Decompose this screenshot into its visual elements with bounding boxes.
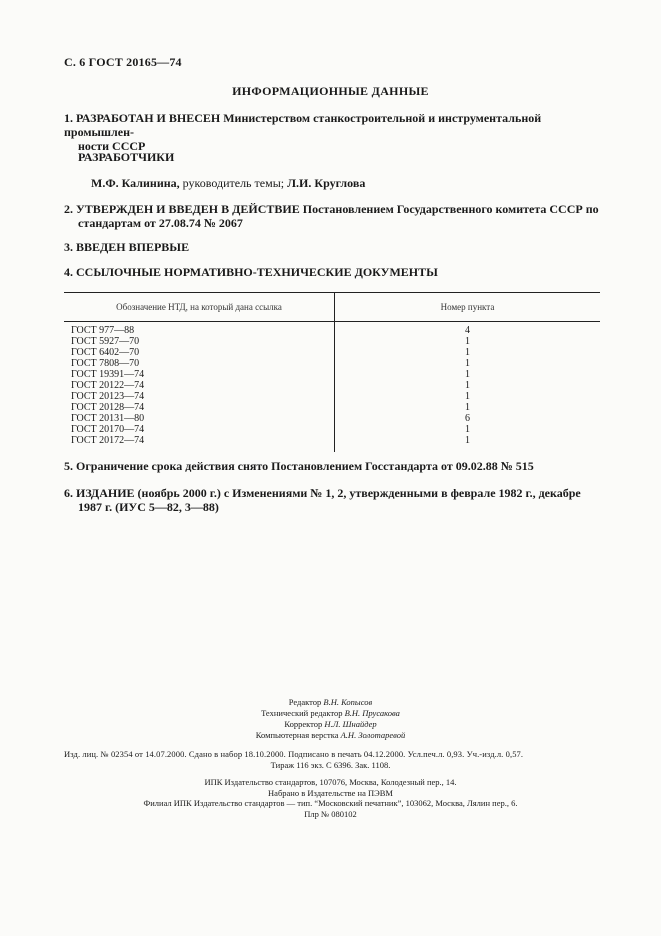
- credit-corrector: [0, 719, 661, 730]
- developer-role: руководитель темы;: [179, 176, 288, 190]
- clause-number: 6: [465, 413, 470, 424]
- publisher-line: Набрано в Издательстве на ПЭВМ: [268, 787, 393, 798]
- table-row: [64, 358, 600, 369]
- credit-name: В.Н. Прусакова: [344, 708, 400, 718]
- references-table: [64, 292, 600, 452]
- clause-number: 1: [465, 391, 470, 402]
- item-number: 5.: [64, 459, 73, 473]
- table-row: [64, 322, 600, 337]
- item-text: ВВЕДЕН ВПЕРВЫЕ: [76, 240, 190, 254]
- credit-role: Технический редактор: [261, 708, 345, 718]
- item-text-cont: ности СССР: [78, 139, 146, 153]
- clause-number: 4: [465, 325, 470, 336]
- table-row: [64, 391, 600, 402]
- item-number: 6.: [64, 486, 73, 500]
- item-number: 1.: [64, 111, 73, 125]
- clause-number: 1: [465, 402, 470, 413]
- info-item-1: [64, 111, 604, 153]
- clause-number: 1: [465, 336, 470, 347]
- info-item-4: [64, 265, 604, 279]
- table-row: [64, 369, 600, 380]
- credit-editor: [0, 697, 661, 708]
- credit-name: А.Н. Золотаревой: [340, 730, 406, 740]
- table-row: [64, 336, 600, 347]
- credit-role: Корректор: [284, 719, 325, 729]
- credit-role: Компьютерная верстка: [255, 730, 341, 740]
- developers-list: [91, 176, 365, 191]
- section-title: ИНФОРМАЦИОННЫЕ ДАННЫЕ: [232, 84, 429, 98]
- info-item-5: [64, 459, 604, 473]
- clause-number: 1: [465, 424, 470, 435]
- publisher-line: Филиал ИПК Издательство стандартов — тип. “Московский печатник”, 103062, Москва, Лялин пер., 6.: [143, 798, 518, 808]
- publisher-line: Плр № 080102: [304, 808, 357, 819]
- document-designation: ГОСТ 7808—70: [64, 358, 335, 369]
- document-designation: ГОСТ 5927—70: [64, 336, 335, 347]
- item-text-cont: стандартам от 27.08.74 № 2067: [78, 216, 243, 230]
- document-designation: ГОСТ 19391—74: [64, 369, 335, 380]
- clause-number: 1: [465, 347, 470, 358]
- item-number: 4.: [64, 265, 73, 279]
- developer-name: Л.И. Круглова: [287, 176, 366, 190]
- table-row: [64, 424, 600, 435]
- clause-number: 1: [465, 369, 470, 380]
- table-row: [64, 380, 600, 391]
- item-text: ССЫЛОЧНЫЕ НОРМАТИВНО-ТЕХНИЧЕСКИЕ ДОКУМЕНТЫ: [76, 265, 438, 279]
- item-text: Министерством станкостроительной и инструментальной промышлен-: [64, 111, 542, 139]
- table-header-row: [64, 293, 600, 322]
- developers-title: РАЗРАБОТЧИКИ: [78, 150, 175, 164]
- item-text: Ограничение срока действия снято Постановлением Госстандарта от 09.02.88 № 515: [76, 459, 534, 473]
- table-row: [64, 413, 600, 424]
- info-item-6: [64, 486, 604, 514]
- clause-number: 1: [465, 358, 470, 369]
- credit-role: Редактор: [288, 697, 324, 707]
- credit-layout: [0, 730, 661, 741]
- table-row: [64, 402, 600, 413]
- imprint-line-2: Тираж 116 экз. С 6396. Зак. 1108.: [270, 760, 391, 770]
- document-designation: ГОСТ 20170—74: [64, 424, 335, 435]
- document-designation: ГОСТ 20123—74: [64, 391, 335, 402]
- editorial-credits: [0, 697, 661, 741]
- table-row: [64, 347, 600, 358]
- item-lead: РАЗРАБОТАН И ВНЕСЕН: [76, 111, 221, 125]
- item-number: 3.: [64, 240, 73, 254]
- item-text-cont: 1987 г. (ИУС 5—82, 3—88): [78, 500, 219, 514]
- credit-name: В.Н. Копысов: [323, 697, 373, 707]
- clause-number: 1: [465, 435, 470, 446]
- item-number: 2.: [64, 202, 73, 216]
- publisher-line: ИПК Издательство стандартов, 107076, Москва, Колодезный пер., 14.: [204, 777, 457, 787]
- developer-name: М.Ф. Калинина,: [91, 176, 180, 190]
- credit-name: Н.Л. Шнайдер: [324, 719, 377, 729]
- column-header-clause: Номер пункта: [335, 293, 601, 322]
- publisher-info: [0, 777, 661, 819]
- document-designation: ГОСТ 20172—74: [64, 435, 335, 452]
- item-text: ИЗДАНИЕ (ноябрь 2000 г.) с Изменениями № 1, 2, утвержденными в феврале 1982 г., декабре: [76, 486, 581, 500]
- clause-number: 1: [465, 380, 470, 391]
- document-designation: ГОСТ 6402—70: [64, 347, 335, 358]
- document-designation: ГОСТ 20128—74: [64, 402, 335, 413]
- document-designation: ГОСТ 20122—74: [64, 380, 335, 391]
- table-row: [64, 435, 600, 452]
- document-designation: ГОСТ 20131—80: [64, 413, 335, 424]
- imprint-line: Изд. лиц. № 02354 от 14.07.2000. Сдано в набор 18.10.2000. Подписано в печать 04.12.2000. Усл.печ.л. 0,93. Уч.-изд.л. 0,57.: [64, 749, 524, 759]
- item-lead: УТВЕРЖДЕН И ВВЕДЕН В ДЕЙСТВИЕ: [76, 202, 300, 216]
- column-header-document: Обозначение НТД, на который дана ссылка: [64, 293, 335, 322]
- info-item-3: [64, 240, 604, 254]
- page-header: С. 6 ГОСТ 20165—74: [64, 55, 182, 69]
- document-designation: ГОСТ 977—88: [64, 322, 335, 337]
- info-item-2: [64, 202, 604, 230]
- item-text: Постановлением Государственного комитета СССР по: [299, 202, 599, 216]
- credit-tech-editor: [0, 708, 661, 719]
